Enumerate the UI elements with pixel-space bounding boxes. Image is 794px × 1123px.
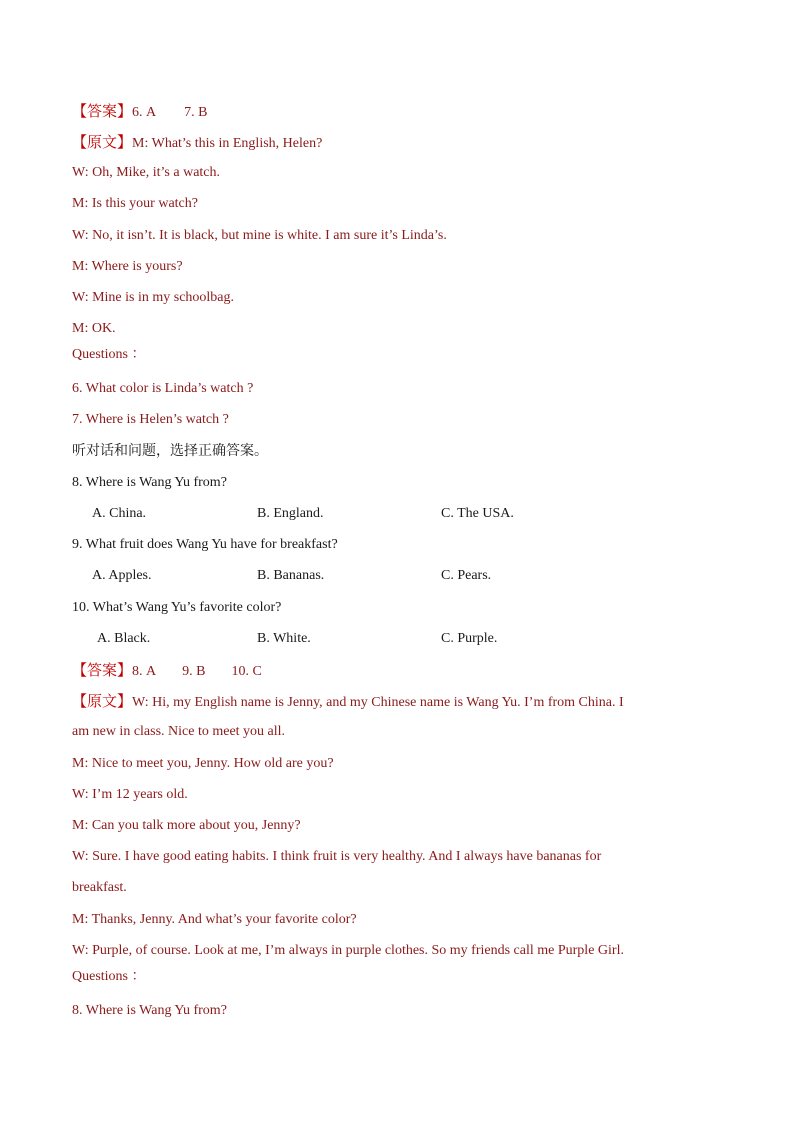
transcript-tag: 【原文】 — [72, 692, 133, 710]
transcript-line: W: No, it isn’t. It is black, but mine is white. I am sure it’s Linda’s. — [72, 228, 447, 243]
transcript-text: M: What’s this in English, Helen? — [132, 136, 323, 151]
answer-item: 10. C — [231, 664, 262, 679]
answer-tag: 【答案】 — [72, 661, 133, 679]
transcript-line: am new in class. Nice to meet you all. — [72, 724, 286, 739]
questions-label: Questions ： — [72, 347, 146, 362]
transcript-line: W: Sure. I have good eating habits. I think fruit is very healthy. And I always have bananas for — [72, 849, 602, 864]
mcq-question: 10. What’s Wang Yu’s favorite color? — [72, 600, 282, 615]
transcript-line: M: Nice to meet you, Jenny. How old are you? — [72, 756, 334, 771]
transcript-line — [72, 692, 624, 712]
transcript-line: M: Where is yours? — [72, 259, 183, 274]
section-instruction: 听对话和问题，选择正确答案。 — [72, 443, 268, 459]
answer-line-1 — [72, 102, 207, 122]
transcript-line: W: Oh, Mike, it’s a watch. — [72, 165, 221, 180]
answer-item: 7. B — [184, 105, 208, 120]
transcript-line: breakfast. — [72, 880, 127, 895]
transcript-line: M: Is this your watch? — [72, 196, 198, 211]
transcript-line: M: OK. — [72, 321, 116, 336]
mcq-option-c: C. Purple. — [441, 631, 498, 646]
transcript-tag: 【原文】 — [72, 133, 133, 151]
transcript-line: M: Can you talk more about you, Jenny? — [72, 818, 301, 833]
transcript-line: W: I’m 12 years old. — [72, 787, 188, 802]
mcq-option-a: A. China. — [92, 506, 147, 521]
transcript-text: W: Hi, my English name is Jenny, and my Chinese name is Wang Yu. I’m from China. I — [132, 695, 624, 710]
question-line: 8. Where is Wang Yu from? — [72, 1003, 227, 1018]
transcript-line: W: Purple, of course. Look at me, I’m always in purple clothes. So my friends call me Purple Girl. — [72, 943, 624, 958]
answer-item: 8. A — [132, 664, 157, 679]
answer-line-2 — [72, 661, 262, 681]
mcq-option-b: B. England. — [257, 506, 324, 521]
mcq-option-b: B. Bananas. — [257, 568, 325, 583]
transcript-line: W: Mine is in my schoolbag. — [72, 290, 235, 305]
answer-item: 9. B — [182, 664, 206, 679]
mcq-option-a: A. Apples. — [92, 568, 152, 583]
mcq-option-c: C. The USA. — [441, 506, 514, 521]
transcript-line: M: Thanks, Jenny. And what’s your favorite color? — [72, 912, 357, 927]
questions-label: Questions ： — [72, 969, 146, 984]
transcript-line — [72, 133, 322, 153]
mcq-question: 8. Where is Wang Yu from? — [72, 475, 227, 490]
mcq-option-c: C. Pears. — [441, 568, 492, 583]
mcq-option-a: A. Black. — [97, 631, 151, 646]
question-line: 7. Where is Helen’s watch ? — [72, 412, 229, 427]
question-line: 6. What color is Linda’s watch ? — [72, 381, 254, 396]
mcq-option-b: B. White. — [257, 631, 311, 646]
answer-item: 6. A — [132, 105, 157, 120]
answer-tag: 【答案】 — [72, 102, 133, 120]
mcq-question: 9. What fruit does Wang Yu have for breakfast? — [72, 537, 338, 552]
